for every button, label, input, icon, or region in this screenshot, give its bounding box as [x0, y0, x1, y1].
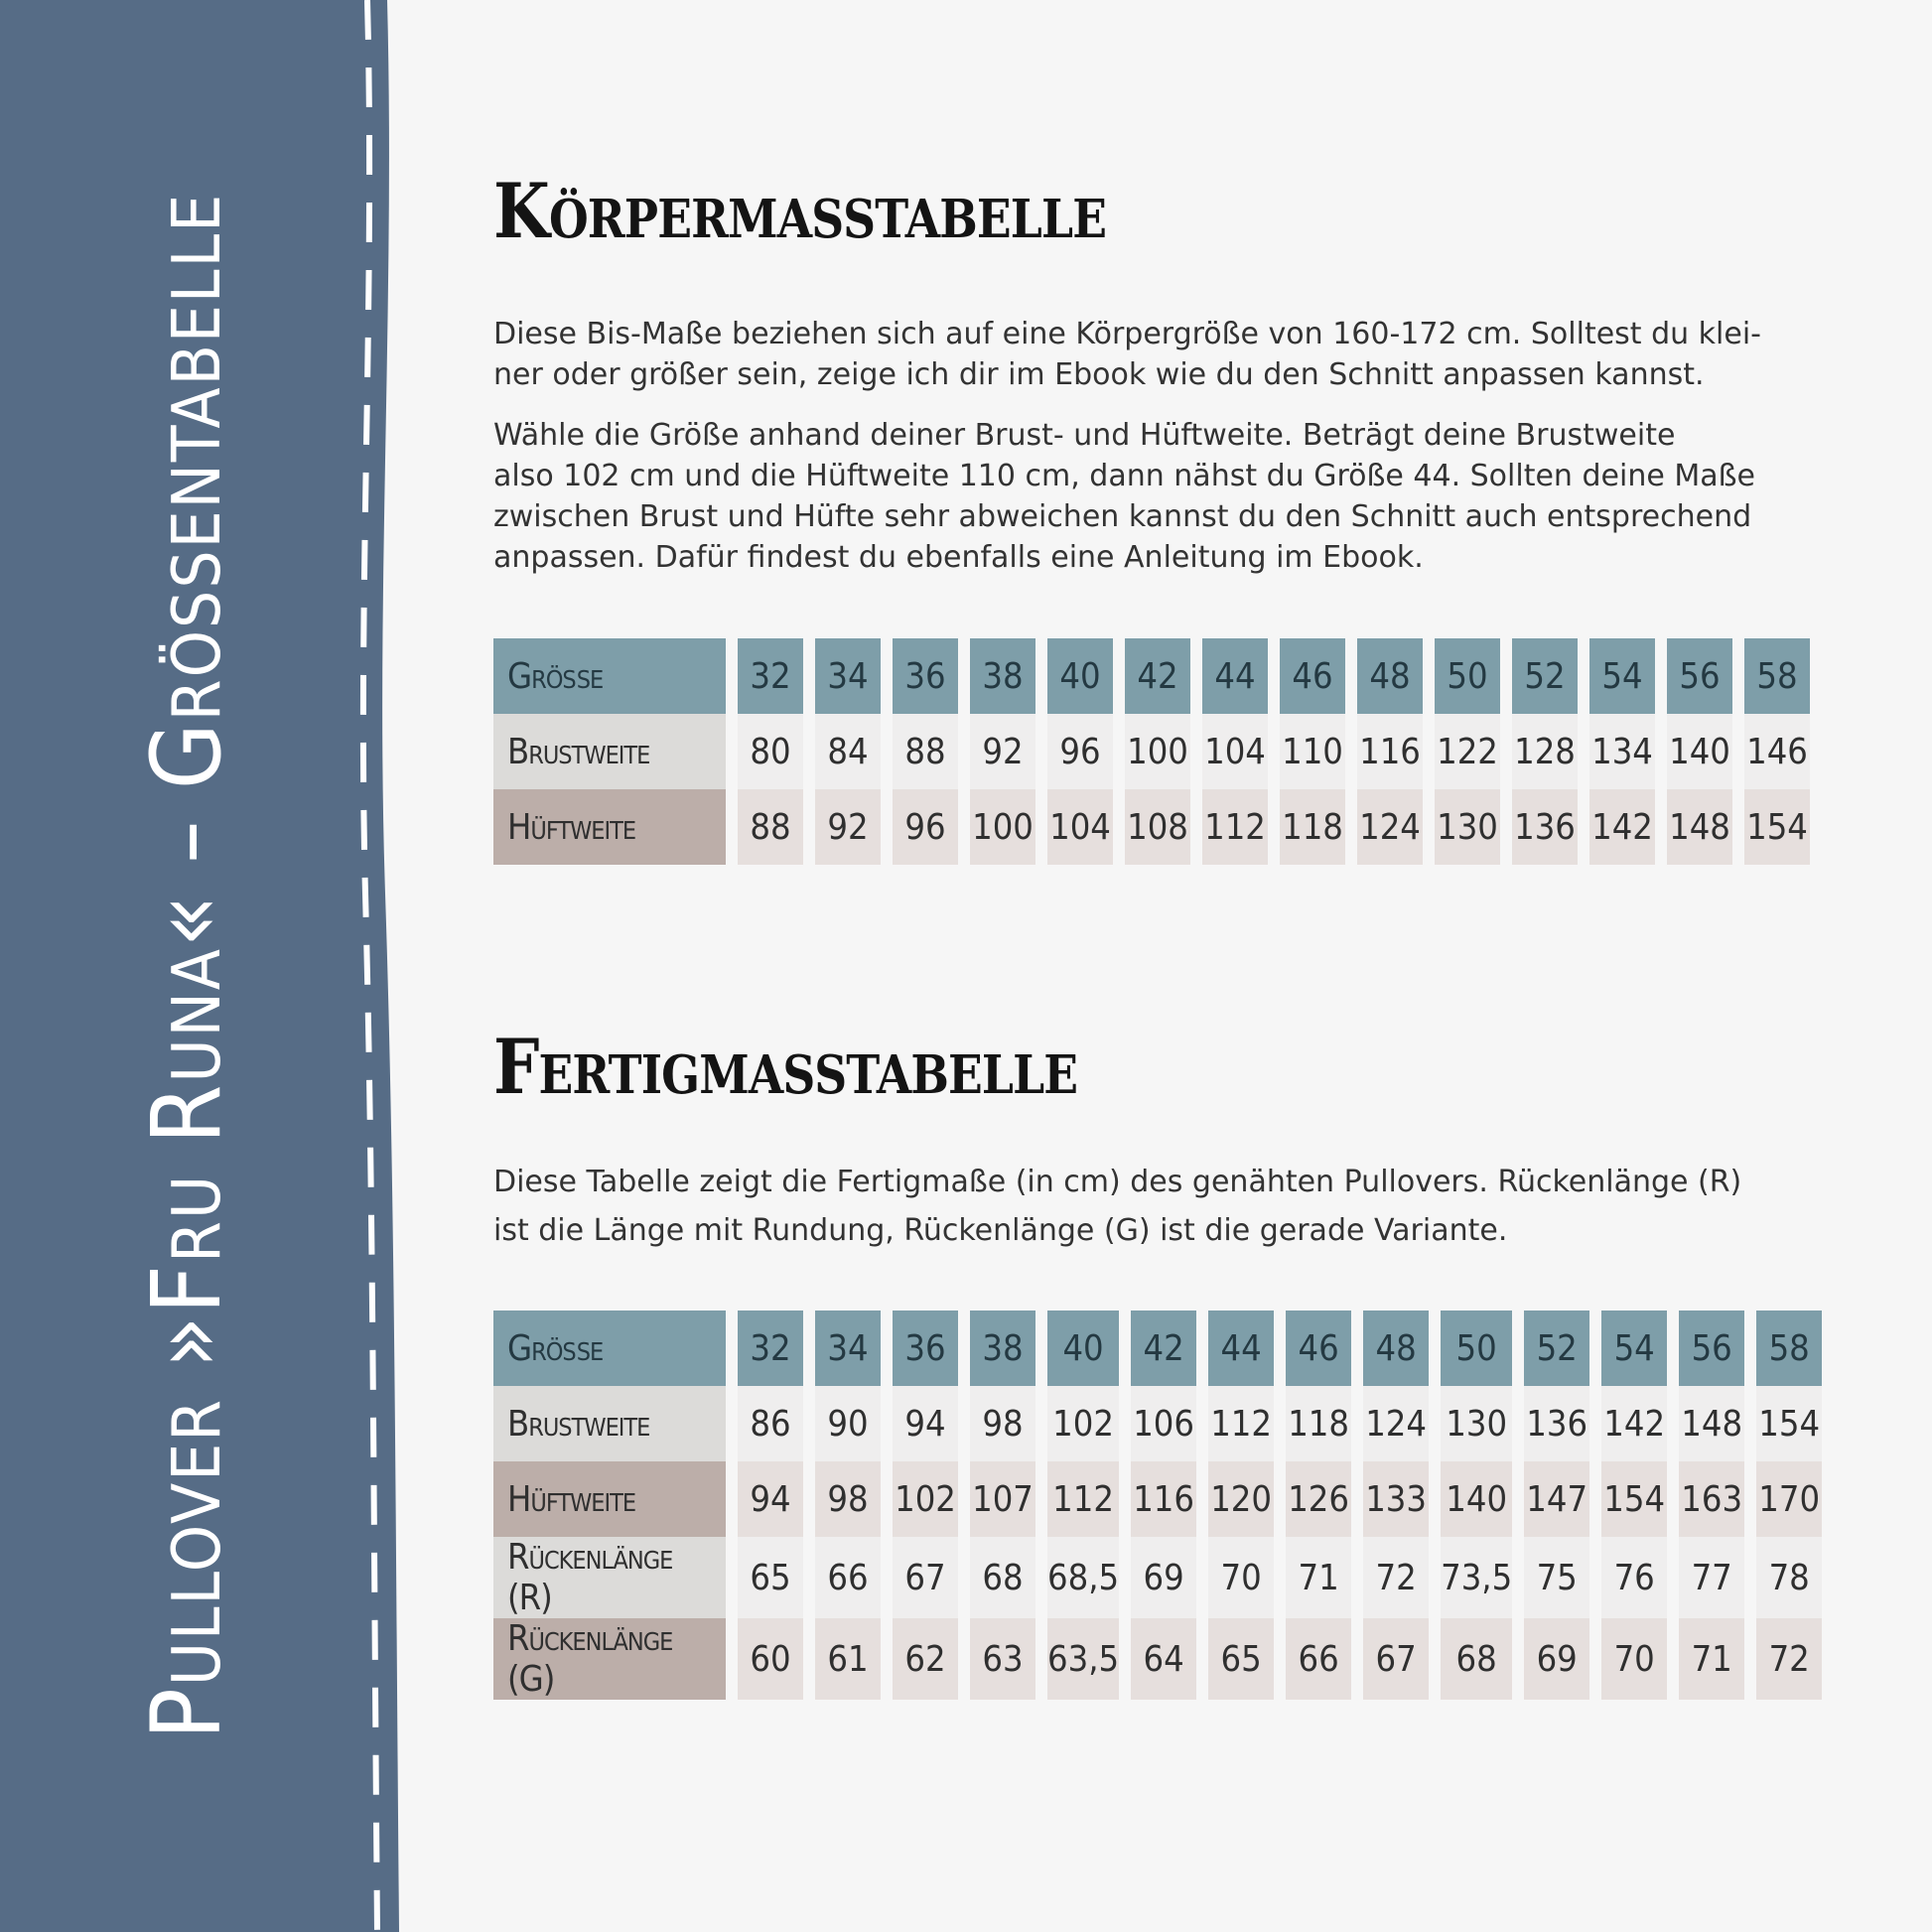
fertigmass-intro — [493, 1158, 1844, 1255]
size-header-row — [493, 1311, 1822, 1386]
table-cell: 88 — [738, 789, 815, 865]
table-cell: 142 — [1589, 789, 1667, 865]
rueckenlaenge-r-row — [493, 1537, 1822, 1618]
table-cell: 66 — [815, 1537, 893, 1618]
table-cell: 100 — [970, 789, 1047, 865]
row-label: Brustweite — [493, 1386, 738, 1461]
size-header-cell: 36 — [893, 1311, 970, 1386]
table-cell: 70 — [1601, 1618, 1679, 1700]
table-cell: 75 — [1524, 1537, 1601, 1618]
table-cell: 124 — [1357, 789, 1435, 865]
size-header-cell: 52 — [1512, 638, 1589, 714]
table-cell: 86 — [738, 1386, 815, 1461]
size-header-cell: 38 — [970, 638, 1047, 714]
size-header-cell: 56 — [1667, 638, 1744, 714]
table-cell: 72 — [1756, 1618, 1822, 1700]
table-cell: 140 — [1667, 714, 1744, 789]
instruction-line: also 102 cm und die Hüftweite 110 cm, dann nähst du Größe 44. Sollten deine Maße — [493, 459, 1755, 493]
table-cell: 73,5 — [1441, 1537, 1524, 1618]
intro-line: Diese Tabelle zeigt die Fertigmaße (in cm) des genähten Pullovers. Rückenlänge (R) — [493, 1165, 1742, 1199]
table-cell: 107 — [970, 1461, 1047, 1537]
table-cell: 67 — [893, 1537, 970, 1618]
table-cell: 98 — [970, 1386, 1047, 1461]
table-cell: 62 — [893, 1618, 970, 1700]
size-header-cell: 54 — [1589, 638, 1667, 714]
rueckenlaenge-g-row — [493, 1618, 1822, 1700]
table-cell: 66 — [1286, 1618, 1363, 1700]
table-cell: 126 — [1286, 1461, 1363, 1537]
instruction-line: anpassen. Dafür findest du ebenfalls eine Anleitung im Ebook. — [493, 540, 1424, 575]
intro-line: ist die Länge mit Rundung, Rückenlänge (G) ist die gerade Variante. — [493, 1213, 1508, 1248]
row-label: Größe — [493, 1311, 738, 1386]
size-header-cell: 56 — [1679, 1311, 1756, 1386]
table-cell: 154 — [1744, 789, 1810, 865]
koerpermass-intro — [493, 314, 1844, 395]
table-cell: 116 — [1357, 714, 1435, 789]
row-label: Rückenlänge (R) — [493, 1537, 738, 1618]
table-cell: 140 — [1441, 1461, 1524, 1537]
size-header-cell: 44 — [1202, 638, 1280, 714]
table-cell: 84 — [815, 714, 893, 789]
size-header-cell: 50 — [1435, 638, 1512, 714]
table-cell: 60 — [738, 1618, 815, 1700]
row-label: Rückenlänge (G) — [493, 1618, 738, 1700]
table-cell: 68,5 — [1047, 1537, 1131, 1618]
size-header-cell: 48 — [1357, 638, 1435, 714]
table-cell: 94 — [893, 1386, 970, 1461]
table-cell: 170 — [1756, 1461, 1822, 1537]
koerpermass-table — [493, 638, 1810, 865]
table-cell: 146 — [1744, 714, 1810, 789]
size-header-cell: 46 — [1280, 638, 1357, 714]
size-header-cell: 32 — [738, 638, 815, 714]
koerpermass-instructions — [493, 415, 1844, 578]
table-cell: 116 — [1131, 1461, 1208, 1537]
row-label: Hüftweite — [493, 1461, 738, 1537]
table-cell: 64 — [1131, 1618, 1208, 1700]
size-header-cell: 50 — [1441, 1311, 1524, 1386]
table-cell: 108 — [1125, 789, 1202, 865]
table-cell: 154 — [1601, 1461, 1679, 1537]
size-header-cell: 38 — [970, 1311, 1047, 1386]
instruction-line: zwischen Brust und Hüfte sehr abweichen kannst du den Schnitt auch entsprechend — [493, 499, 1752, 534]
size-header-cell: 40 — [1047, 638, 1125, 714]
size-header-cell: 34 — [815, 638, 893, 714]
table-cell: 72 — [1363, 1537, 1441, 1618]
table-cell: 61 — [815, 1618, 893, 1700]
size-header-cell: 52 — [1524, 1311, 1601, 1386]
fertigmass-title: Fertigmaßtabelle — [493, 1023, 1078, 1111]
table-cell: 104 — [1047, 789, 1125, 865]
table-cell: 106 — [1131, 1386, 1208, 1461]
table-cell: 69 — [1131, 1537, 1208, 1618]
table-cell: 100 — [1125, 714, 1202, 789]
instruction-line: Wähle die Größe anhand deiner Brust- und Hüftweite. Beträgt deine Brustweite — [493, 418, 1676, 453]
table-cell: 94 — [738, 1461, 815, 1537]
size-header-cell: 54 — [1601, 1311, 1679, 1386]
size-header-cell: 44 — [1208, 1311, 1286, 1386]
size-header-cell: 42 — [1131, 1311, 1208, 1386]
hueftweite-row — [493, 789, 1810, 865]
sidebar-banner — [0, 0, 417, 1932]
table-cell: 71 — [1679, 1618, 1756, 1700]
table-cell: 148 — [1679, 1386, 1756, 1461]
hueftweite-row — [493, 1461, 1822, 1537]
table-cell: 69 — [1524, 1618, 1601, 1700]
table-cell: 134 — [1589, 714, 1667, 789]
table-cell: 71 — [1286, 1537, 1363, 1618]
table-cell: 65 — [1208, 1618, 1286, 1700]
table-cell: 136 — [1524, 1386, 1601, 1461]
size-header-cell: 48 — [1363, 1311, 1441, 1386]
table-cell: 68 — [970, 1537, 1047, 1618]
table-cell: 70 — [1208, 1537, 1286, 1618]
size-header-cell: 58 — [1756, 1311, 1822, 1386]
table-cell: 154 — [1756, 1386, 1822, 1461]
table-cell: 76 — [1601, 1537, 1679, 1618]
table-cell: 133 — [1363, 1461, 1441, 1537]
table-cell: 92 — [815, 789, 893, 865]
table-cell: 63,5 — [1047, 1618, 1131, 1700]
row-label: Hüftweite — [493, 789, 738, 865]
table-cell: 102 — [893, 1461, 970, 1537]
table-cell: 98 — [815, 1461, 893, 1537]
koerpermass-title: Körpermaßtabelle — [493, 167, 1107, 255]
table-cell: 136 — [1512, 789, 1589, 865]
table-cell: 67 — [1363, 1618, 1441, 1700]
table-cell: 163 — [1679, 1461, 1756, 1537]
table-cell: 68 — [1441, 1618, 1524, 1700]
size-header-cell: 46 — [1286, 1311, 1363, 1386]
table-cell: 110 — [1280, 714, 1357, 789]
table-cell: 104 — [1202, 714, 1280, 789]
table-cell: 96 — [893, 789, 970, 865]
size-header-cell: 32 — [738, 1311, 815, 1386]
table-cell: 130 — [1441, 1386, 1524, 1461]
table-cell: 92 — [970, 714, 1047, 789]
table-cell: 112 — [1202, 789, 1280, 865]
table-cell: 78 — [1756, 1537, 1822, 1618]
brustweite-row — [493, 714, 1810, 789]
table-cell: 102 — [1047, 1386, 1131, 1461]
fertigmass-table — [493, 1311, 1822, 1700]
table-cell: 122 — [1435, 714, 1512, 789]
table-cell: 148 — [1667, 789, 1744, 865]
table-cell: 120 — [1208, 1461, 1286, 1537]
size-header-cell: 42 — [1125, 638, 1202, 714]
table-cell: 130 — [1435, 789, 1512, 865]
table-cell: 118 — [1280, 789, 1357, 865]
table-cell: 112 — [1047, 1461, 1131, 1537]
table-cell: 80 — [738, 714, 815, 789]
row-label: Brustweite — [493, 714, 738, 789]
brustweite-row — [493, 1386, 1822, 1461]
size-header-row — [493, 638, 1810, 714]
table-cell: 118 — [1286, 1386, 1363, 1461]
size-header-cell: 36 — [893, 638, 970, 714]
intro-line: ner oder größer sein, zeige ich dir im Ebook wie du den Schnitt anpassen kannst. — [493, 357, 1705, 392]
table-cell: 128 — [1512, 714, 1589, 789]
table-cell: 77 — [1679, 1537, 1756, 1618]
table-cell: 124 — [1363, 1386, 1441, 1461]
size-header-cell: 40 — [1047, 1311, 1131, 1386]
table-cell: 90 — [815, 1386, 893, 1461]
sidebar-title: Pullover »Fru Runa« – Grössentabelle — [131, 192, 242, 1740]
table-cell: 63 — [970, 1618, 1047, 1700]
table-cell: 65 — [738, 1537, 815, 1618]
size-header-cell: 58 — [1744, 638, 1810, 714]
row-label: Größe — [493, 638, 738, 714]
table-cell: 88 — [893, 714, 970, 789]
intro-line: Diese Bis-Maße beziehen sich auf eine Körpergröße von 160-172 cm. Solltest du klei- — [493, 317, 1762, 351]
size-header-cell: 34 — [815, 1311, 893, 1386]
table-cell: 142 — [1601, 1386, 1679, 1461]
table-cell: 112 — [1208, 1386, 1286, 1461]
table-cell: 147 — [1524, 1461, 1601, 1537]
table-cell: 96 — [1047, 714, 1125, 789]
